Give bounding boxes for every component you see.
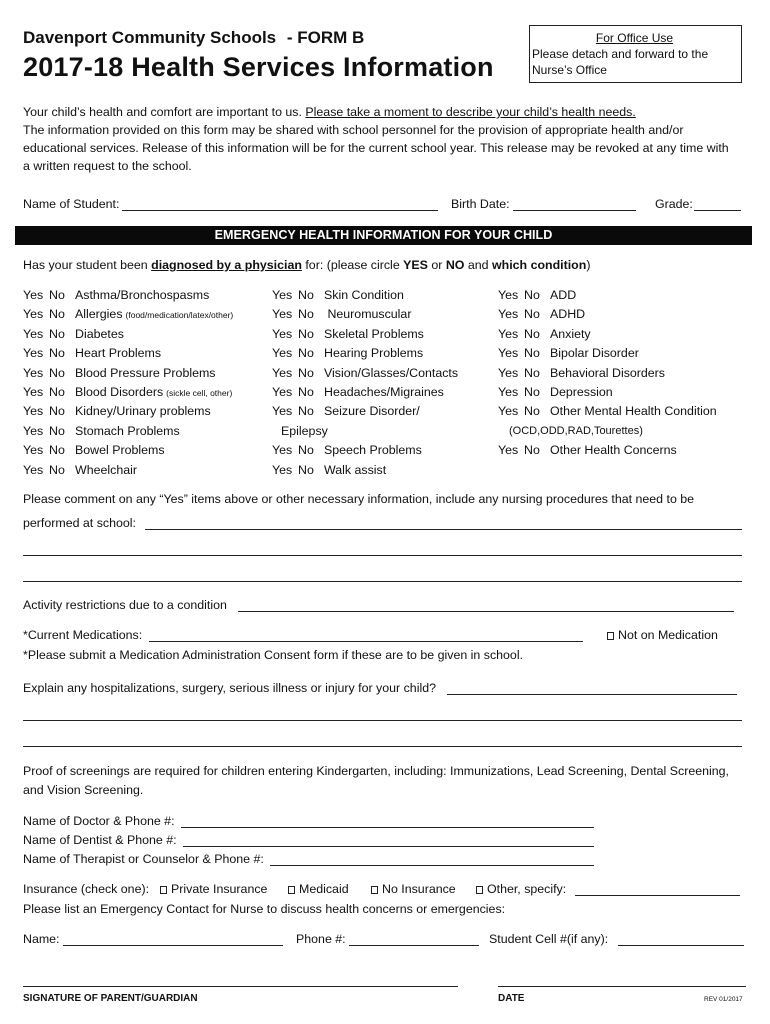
- no-option[interactable]: No: [524, 288, 540, 302]
- yes-option[interactable]: Yes: [272, 462, 293, 477]
- condition-label: Other Health Concerns: [550, 443, 677, 458]
- q-text-d: YES: [403, 258, 428, 272]
- checkbox-icon[interactable]: [607, 632, 614, 640]
- condition-row: [272, 307, 411, 321]
- no-option[interactable]: No: [298, 443, 314, 458]
- no-option[interactable]: No: [49, 365, 65, 380]
- no-option[interactable]: No: [49, 404, 65, 419]
- no-option[interactable]: No: [524, 385, 540, 399]
- insurance-other-field[interactable]: [575, 895, 740, 896]
- diagnosis-question: [23, 258, 590, 272]
- yes-option[interactable]: Yes: [498, 385, 519, 399]
- no-option[interactable]: No: [524, 326, 540, 341]
- condition-label: ADHD: [550, 307, 586, 322]
- condition-label: Wheelchair: [75, 462, 137, 477]
- yes-option[interactable]: Yes: [498, 365, 519, 380]
- condition-row: [23, 288, 209, 302]
- no-option[interactable]: No: [49, 326, 65, 341]
- page-title: 2017-18 Health Services Information: [23, 52, 494, 82]
- condition-note: (food/medication/latex/other): [125, 310, 234, 321]
- checkbox-icon[interactable]: [160, 886, 167, 894]
- condition-label: Skin Condition: [324, 288, 404, 302]
- signature-field[interactable]: [23, 986, 458, 987]
- office-use-text-2: Nurse’s Office: [532, 63, 607, 77]
- intro-emphasis: Please take a moment to describe your child’s health needs.: [305, 105, 636, 119]
- no-option[interactable]: No: [49, 462, 65, 477]
- condition-label: Bowel Problems: [75, 443, 165, 458]
- q-text-g: and: [464, 258, 493, 272]
- insurance-label: Insurance (check one):: [23, 882, 150, 896]
- comment-field-3[interactable]: [23, 581, 742, 582]
- condition-label: Depression: [550, 385, 613, 399]
- condition-label: Walk assist: [324, 462, 387, 477]
- therapist-field[interactable]: [270, 865, 594, 866]
- condition-row: [23, 346, 161, 360]
- dentist-label: Name of Dentist & Phone #:: [23, 833, 177, 847]
- no-option[interactable]: No: [298, 404, 314, 419]
- no-option[interactable]: No: [298, 365, 314, 380]
- insurance-medicaid-label: Medicaid: [299, 882, 349, 896]
- no-option[interactable]: No: [298, 288, 314, 302]
- yes-option[interactable]: Yes: [498, 307, 519, 322]
- no-option[interactable]: No: [298, 307, 314, 322]
- yes-option[interactable]: Yes: [272, 288, 293, 302]
- condition-label: Hearing Problems: [324, 346, 424, 361]
- condition-row: [272, 385, 444, 399]
- condition-row: [272, 327, 424, 341]
- yes-option[interactable]: Yes: [23, 365, 44, 380]
- yes-option[interactable]: Yes: [272, 307, 293, 322]
- condition-row: [498, 366, 665, 380]
- hospitalization-field-3[interactable]: [23, 746, 742, 747]
- condition-row: [23, 385, 232, 399]
- condition-label: Asthma/Bronchospasms: [75, 288, 210, 302]
- yes-option[interactable]: Yes: [23, 307, 44, 322]
- office-use-box: [529, 25, 742, 83]
- condition-label: Anxiety: [550, 326, 591, 341]
- condition-label: Neuromuscular: [324, 307, 412, 322]
- screening-line-2: and Vision Screening.: [23, 783, 144, 797]
- condition-row: [272, 366, 458, 380]
- signature-label: SIGNATURE OF PARENT/GUARDIAN: [23, 993, 198, 1004]
- intro-line-3: educational services. Release of this information will be for the current school year. This release may be revoked at any time with: [23, 141, 729, 155]
- condition-row: [23, 307, 233, 321]
- no-option[interactable]: No: [524, 346, 540, 361]
- birth-date-label: Birth Date:: [451, 197, 510, 211]
- contact-name-label: Name:: [23, 932, 60, 946]
- medications-field[interactable]: [149, 641, 583, 642]
- yes-option[interactable]: Yes: [23, 288, 44, 302]
- condition-row: [272, 463, 386, 477]
- yes-option[interactable]: Yes: [498, 288, 519, 302]
- condition-row: [272, 404, 420, 418]
- condition-row: [498, 404, 717, 418]
- condition-row: [23, 327, 124, 341]
- comment-field-1[interactable]: [145, 529, 742, 530]
- condition-row: [498, 346, 639, 360]
- q-text-c: for: (please circle: [301, 258, 404, 272]
- condition-row: [272, 346, 423, 360]
- comment-field-2[interactable]: [23, 555, 742, 556]
- emergency-note: Please list an Emergency Contact for Nurse to discuss health concerns or emergencies:: [23, 902, 506, 916]
- comment-line-1: Please comment on any “Yes” items above or other necessary information, include any nursing procedures that need to be: [23, 492, 695, 506]
- intro-line-1: [23, 105, 636, 119]
- no-option[interactable]: No: [298, 346, 314, 361]
- no-option[interactable]: No: [298, 326, 314, 341]
- student-name-label: Name of Student:: [23, 197, 120, 211]
- no-option[interactable]: No: [49, 307, 65, 322]
- condition-label: Seizure Disorder/: [324, 404, 420, 419]
- insurance-none-option[interactable]: [371, 882, 456, 896]
- intro-text: Your child’s health and comfort are important to us.: [23, 105, 306, 119]
- condition-label: Allergies: [75, 307, 123, 322]
- condition-label: Vision/Glasses/Contacts: [324, 365, 459, 380]
- checkbox-icon[interactable]: [371, 886, 378, 894]
- checkbox-icon[interactable]: [288, 886, 295, 894]
- hospitalization-label: Explain any hospitalizations, surgery, serious illness or injury for your child?: [23, 681, 436, 695]
- activity-field[interactable]: [238, 611, 734, 612]
- yes-option[interactable]: Yes: [498, 404, 519, 419]
- checkbox-icon[interactable]: [476, 886, 483, 894]
- student-cell-field[interactable]: [618, 945, 744, 946]
- seizure-continuation: Epilepsy: [281, 423, 328, 438]
- condition-label: Other Mental Health Condition: [550, 404, 717, 419]
- screening-line-1: Proof of screenings are required for children entering Kindergarten, including: Immunizations, Lead Screening, Dental Screening,: [23, 764, 729, 778]
- date-field[interactable]: [498, 986, 746, 987]
- yes-option[interactable]: Yes: [272, 385, 293, 399]
- condition-row: [498, 385, 613, 399]
- therapist-label: Name of Therapist or Counselor & Phone #:: [23, 852, 264, 866]
- yes-option[interactable]: Yes: [23, 404, 44, 419]
- condition-label: Bipolar Disorder: [550, 346, 639, 361]
- q-text-e: or: [427, 258, 446, 272]
- yes-option[interactable]: Yes: [272, 326, 293, 341]
- yes-option[interactable]: Yes: [272, 346, 293, 361]
- q-text-h: which condition: [492, 258, 587, 272]
- student-name-field[interactable]: [122, 210, 438, 211]
- condition-row: [272, 443, 422, 457]
- insurance-private-label: Private Insurance: [171, 882, 268, 896]
- insurance-none-label: No Insurance: [382, 882, 456, 896]
- condition-label: Heart Problems: [75, 346, 162, 361]
- no-option[interactable]: No: [524, 443, 540, 458]
- section-header-bar: EMERGENCY HEALTH INFORMATION FOR YOUR CHILD: [15, 226, 752, 245]
- grade-field[interactable]: [694, 210, 741, 211]
- doctor-field[interactable]: [181, 827, 594, 828]
- condition-label: Stomach Problems: [75, 423, 180, 438]
- insurance-medicaid-option[interactable]: [288, 882, 349, 896]
- medications-label: *Current Medications:: [23, 628, 143, 642]
- yes-option[interactable]: Yes: [23, 423, 44, 438]
- revision-label: REV 01/2017: [704, 996, 743, 1003]
- contact-name-field[interactable]: [63, 945, 283, 946]
- condition-row: [23, 424, 180, 438]
- condition-row: [498, 307, 585, 321]
- condition-row: [498, 288, 576, 302]
- comment-line-2: performed at school:: [23, 516, 136, 530]
- condition-label: Speech Problems: [324, 443, 422, 458]
- school-name: [23, 28, 364, 48]
- yes-option[interactable]: Yes: [23, 326, 44, 341]
- condition-row: [272, 288, 404, 302]
- school-name-text: Davenport Community Schools: [23, 28, 277, 47]
- condition-label: ADD: [550, 288, 577, 302]
- not-on-medication-option[interactable]: [607, 628, 718, 642]
- yes-option[interactable]: Yes: [23, 346, 44, 361]
- grade-label: Grade:: [655, 197, 693, 211]
- office-use-text-1: Please detach and forward to the: [532, 47, 709, 61]
- activity-label: Activity restrictions due to a condition: [23, 598, 227, 612]
- contact-phone-field[interactable]: [349, 945, 479, 946]
- yes-option[interactable]: Yes: [23, 443, 44, 458]
- no-option[interactable]: No: [524, 365, 540, 380]
- no-option[interactable]: No: [49, 346, 65, 361]
- yes-option[interactable]: Yes: [272, 365, 293, 380]
- condition-label: Kidney/Urinary problems: [75, 404, 211, 419]
- intro-line-2: The information provided on this form may be shared with school personnel for the provision of appropriate health and/or: [23, 123, 684, 137]
- condition-label: Blood Disorders: [75, 385, 164, 399]
- yes-option[interactable]: Yes: [23, 385, 44, 399]
- q-text-i: ): [586, 258, 591, 272]
- no-option[interactable]: No: [49, 385, 65, 399]
- form-label: - FORM B: [286, 28, 365, 47]
- condition-row: [498, 327, 591, 341]
- yes-option[interactable]: Yes: [23, 462, 44, 477]
- hospitalization-field[interactable]: [447, 694, 737, 695]
- student-cell-label: Student Cell #(if any):: [489, 932, 609, 946]
- condition-label: Skeletal Problems: [324, 326, 424, 341]
- condition-note: (sickle cell, other): [166, 388, 233, 398]
- contact-phone-label: Phone #:: [296, 932, 346, 946]
- no-option[interactable]: No: [49, 443, 65, 458]
- yes-option[interactable]: Yes: [498, 443, 519, 458]
- birth-date-field[interactable]: [513, 210, 636, 211]
- no-option[interactable]: No: [49, 423, 65, 438]
- not-on-medication-label: Not on Medication: [618, 628, 718, 642]
- q-text-a: Has your student been: [23, 258, 152, 272]
- mental-health-continuation: (OCD,ODD,RAD,Tourettes): [509, 424, 643, 437]
- office-use-title: For Office Use: [595, 31, 674, 45]
- insurance-other-label: Other, specify:: [487, 882, 567, 896]
- condition-row: [23, 366, 216, 380]
- condition-row: [23, 404, 211, 418]
- condition-label: Blood Pressure Problems: [75, 365, 216, 380]
- condition-label: Headaches/Migraines: [324, 385, 444, 399]
- date-label: DATE: [498, 993, 525, 1004]
- no-option[interactable]: No: [298, 385, 314, 399]
- medications-note: *Please submit a Medication Administration Consent form if these are to be given in school.: [23, 648, 524, 662]
- condition-row: [23, 463, 137, 477]
- condition-row: [498, 443, 677, 457]
- condition-label: Behavioral Disorders: [550, 365, 666, 380]
- no-option[interactable]: No: [524, 307, 540, 322]
- yes-option[interactable]: Yes: [272, 443, 293, 458]
- yes-option[interactable]: Yes: [498, 326, 519, 341]
- doctor-label: Name of Doctor & Phone #:: [23, 814, 175, 828]
- yes-option[interactable]: Yes: [272, 404, 293, 419]
- yes-option[interactable]: Yes: [498, 346, 519, 361]
- no-option[interactable]: No: [524, 404, 540, 419]
- intro-line-4: a written request to the school.: [23, 159, 192, 173]
- q-text-f: NO: [445, 258, 465, 272]
- dentist-field[interactable]: [183, 846, 594, 847]
- insurance-other-option[interactable]: [476, 882, 566, 896]
- hospitalization-field-2[interactable]: [23, 720, 742, 721]
- condition-label: Diabetes: [75, 326, 124, 341]
- no-option[interactable]: No: [298, 462, 314, 477]
- no-option[interactable]: No: [49, 288, 65, 302]
- q-text-b: diagnosed by a physician: [151, 258, 302, 272]
- condition-row: [23, 443, 165, 457]
- insurance-private-option[interactable]: [160, 882, 267, 896]
